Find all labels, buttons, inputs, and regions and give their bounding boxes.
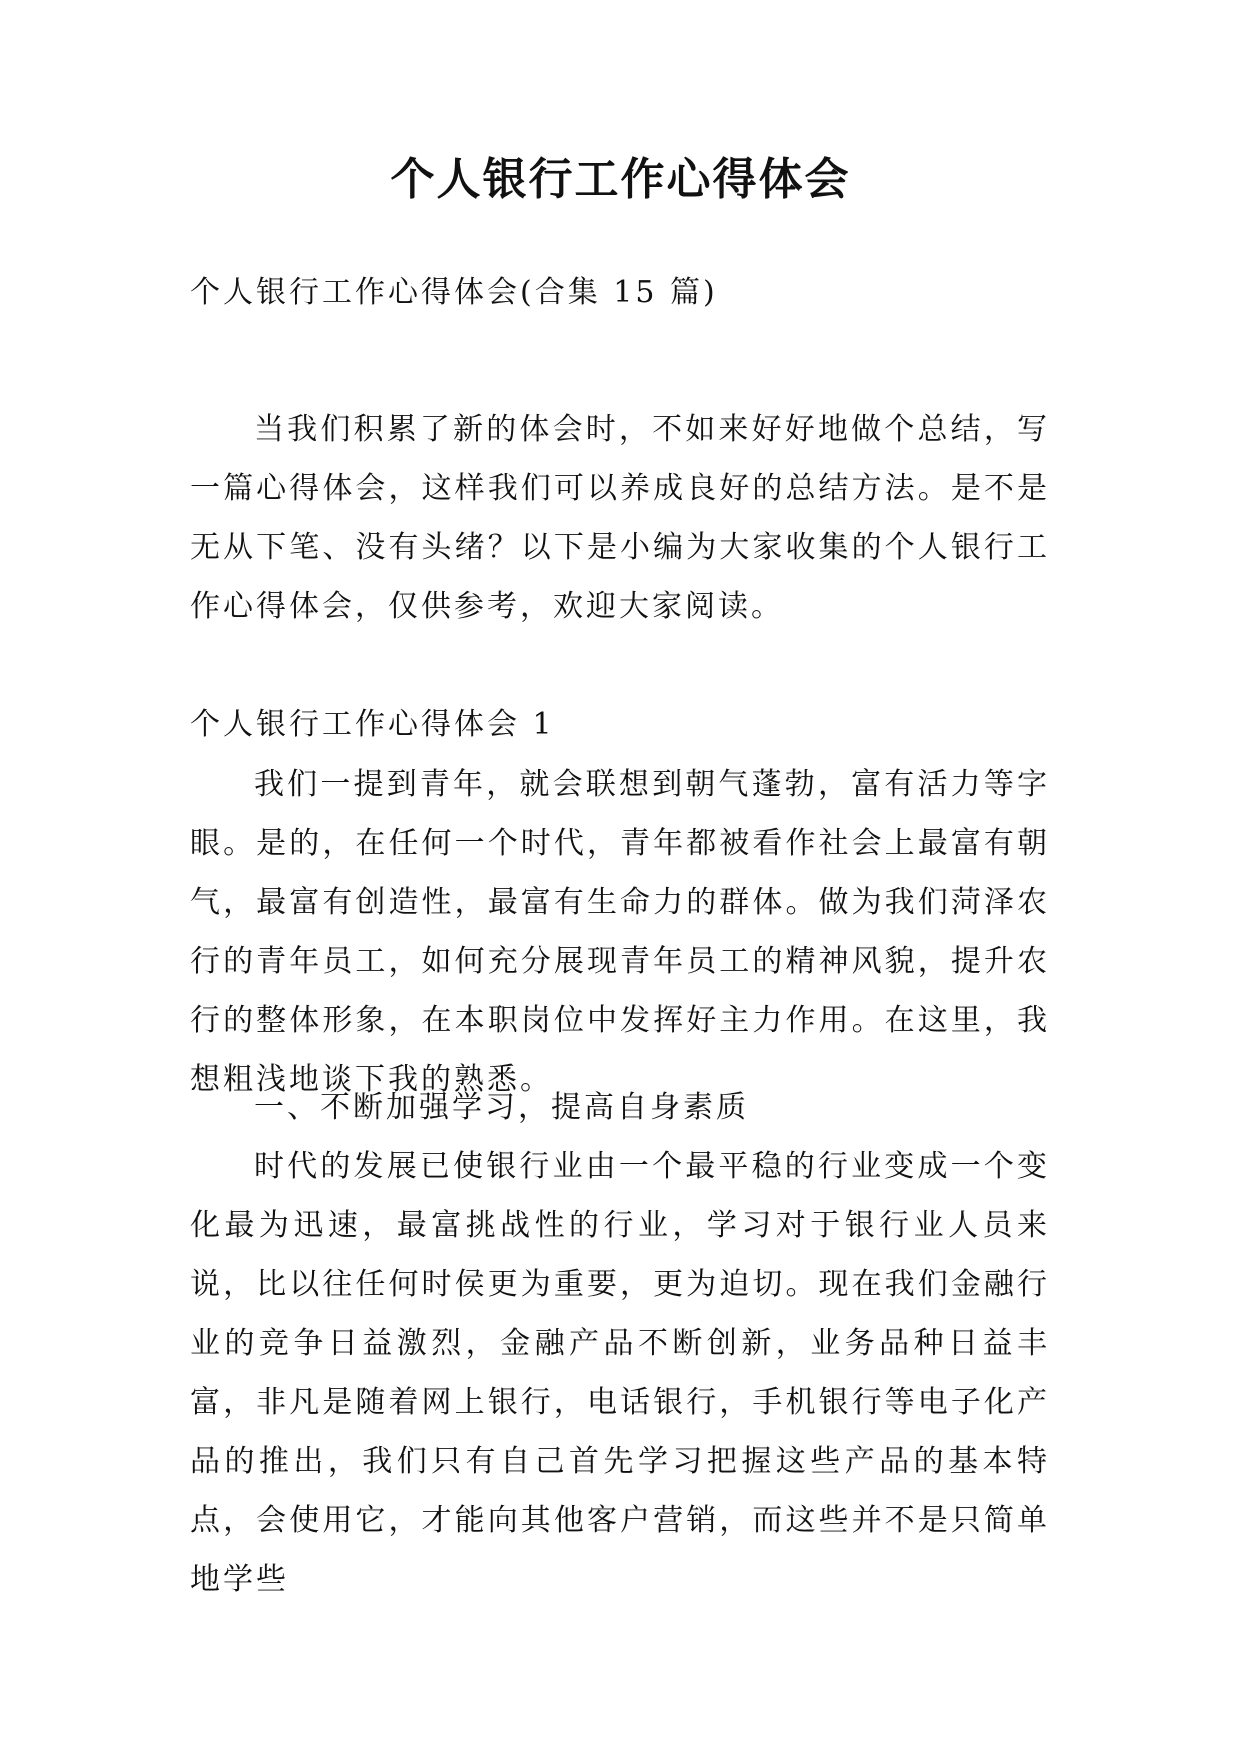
document-title: 个人银行工作心得体会 xyxy=(390,154,851,205)
list-heading-1: 一、不断加强学习，提高自身素质 xyxy=(254,1090,749,1125)
document-subtitle: 个人银行工作心得体会(合集 15 篇) xyxy=(190,275,718,310)
body-paragraph-2: 时代的发展已使银行业由一个最平稳的行业变成一个变化最为迅速，最富挑战性的行业，学习对于银行业人员来说，比以往任何时侯更为重要，更为迫切。现在我们金融行业的竞争日益激烈，金融产品不断创新，业务品种日益丰富，非凡是随着网上银行，电话银行，手机银行等电子化产品的推出，我们只有自己首先学习把握这些产品的基本特点，会使用它，才能向其他客户营销，而这些并不是只简单地学些 xyxy=(190,1149,1050,1597)
body-paragraph-1: 我们一提到青年，就会联想到朝气蓬勃，富有活力等字眼。是的，在任何一个时代，青年都被看作社会上最富有朝气，最富有创造性，最富有生命力的群体。做为我们菏泽农行的青年员工，如何充分展现青年员工的精神风貌，提升农行的整体形象，在本职岗位中发挥好主力作用。在这里，我想粗浅地谈下我的熟悉。 xyxy=(190,767,1050,1097)
section-heading: 个人银行工作心得体会 1 xyxy=(190,707,555,742)
intro-paragraph: 当我们积累了新的体会时，不如来好好地做个总结，写一篇心得体会，这样我们可以养成良好的总结方法。是不是无从下笔、没有头绪？以下是小编为大家收集的个人银行工作心得体会，仅供参考，欢迎大家阅读。 xyxy=(190,412,1050,624)
